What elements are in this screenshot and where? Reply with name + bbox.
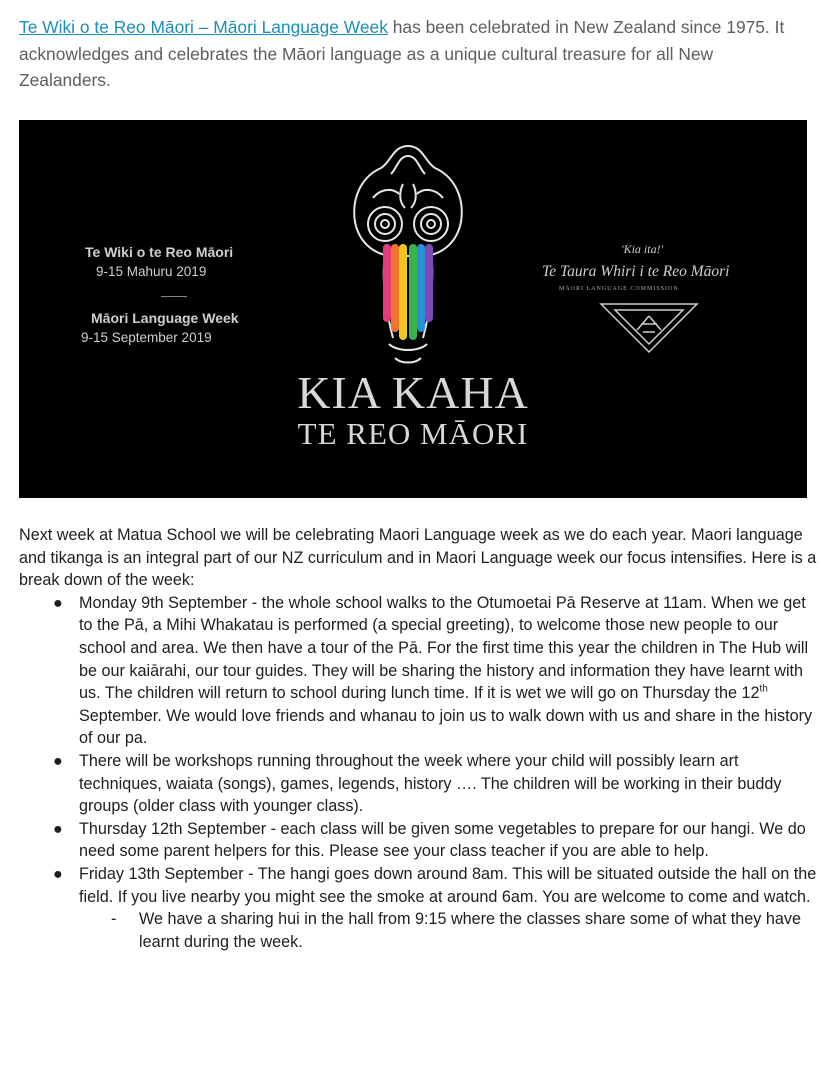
- sharing-hui-text: We have a sharing hui in the hall from 9:15 where the classes share some of what they have learnt during the week.: [139, 910, 801, 951]
- sub-list-item-sharing-hui: [19, 908, 819, 953]
- newsletter-body: [19, 524, 819, 953]
- banner-title-maori: Te Wiki o te Reo Māori: [85, 244, 234, 260]
- friday-sub-list: [19, 908, 819, 953]
- commission-name: Te Taura Whiri i te Reo Māori: [542, 263, 730, 280]
- bullet-icon: ●: [53, 751, 63, 770]
- dash-bullet-icon: -: [111, 910, 117, 929]
- maori-language-week-link[interactable]: Te Wiki o te Reo Māori – Māori Language Week: [19, 17, 388, 37]
- banner-dates-maori: 9-15 Mahuru 2019: [96, 264, 207, 279]
- bullet-icon: ●: [53, 864, 63, 883]
- thursday-text: Thursday 12th September - each class will be given some vegetables to prepare for our hangi. We do need some parent helpers for this. Please see your class teacher if you are able to help.: [79, 819, 806, 861]
- list-item-workshops: [19, 750, 819, 818]
- banner-subheadline: TE REO MĀORI: [297, 416, 529, 451]
- bullet-icon: ●: [53, 593, 63, 612]
- intro-body-paragraph: Next week at Matua School we will be celebrating Maori Language week as we do each year. Maori language and tikanga is an integral part of our NZ curriculum and in Maori Language week our focus intensifies. Here is a break down of the week:: [19, 526, 817, 590]
- list-item-thursday: [19, 818, 819, 863]
- banner-headline: KIA KAHA: [297, 367, 529, 418]
- list-item-friday: [19, 863, 819, 908]
- monday-text-part2: September. We would love friends and whanau to join us to walk down with us and share in the history of our pa.: [79, 706, 813, 748]
- list-item-monday: [19, 592, 819, 750]
- tiki-logo-icon: [333, 138, 483, 370]
- monday-text-part1: Monday 9th September - the whole school walks to the Otumoetai Pā Reserve at 11am. When we get to the Pā, a Mihi Whakatau is performed (a special greeting), to welcome those new people to our school and area. We then have a tour of the Pā. For the first time this year the children in The Hub will be our kaiārahi, our tour guides. They will be sharing the history and information they have learnt with us. The children will return to school during lunch time. If it is wet we will go on Thursday the 12: [79, 593, 809, 703]
- ordinal-suffix: th: [759, 683, 768, 695]
- workshops-text: There will be workshops running throughout the week where your child will possibly learn art techniques, waiata (songs), games, legends, history …. The children will be working in their buddy groups (older class with younger class).: [79, 751, 782, 816]
- commission-triangle-logo-icon: [597, 300, 701, 356]
- intro-text: has been celebrated in New Zealand since 1975. It acknowledges and celebrates the Māori language as a unique cultural treasure for all New Zealanders.: [19, 17, 785, 90]
- week-schedule-list: [19, 592, 819, 908]
- banner-title-english: Māori Language Week: [91, 310, 239, 326]
- commission-name-english: MĀORI LANGUAGE COMMISSION: [559, 286, 679, 292]
- friday-text: Friday 13th September - The hangi goes down around 8am. This will be situated outside the hall on the field. If you live nearby you might see the smoke at around 6am. You are welcome to come and watch.: [79, 864, 817, 906]
- banner-dates-english: 9-15 September 2019: [81, 330, 212, 345]
- intro-paragraph: [19, 14, 809, 94]
- banner-divider: [161, 296, 187, 297]
- maori-language-week-banner: [19, 120, 807, 498]
- bullet-icon: ●: [53, 819, 63, 838]
- commission-tagline: 'Kia ita!': [621, 242, 664, 256]
